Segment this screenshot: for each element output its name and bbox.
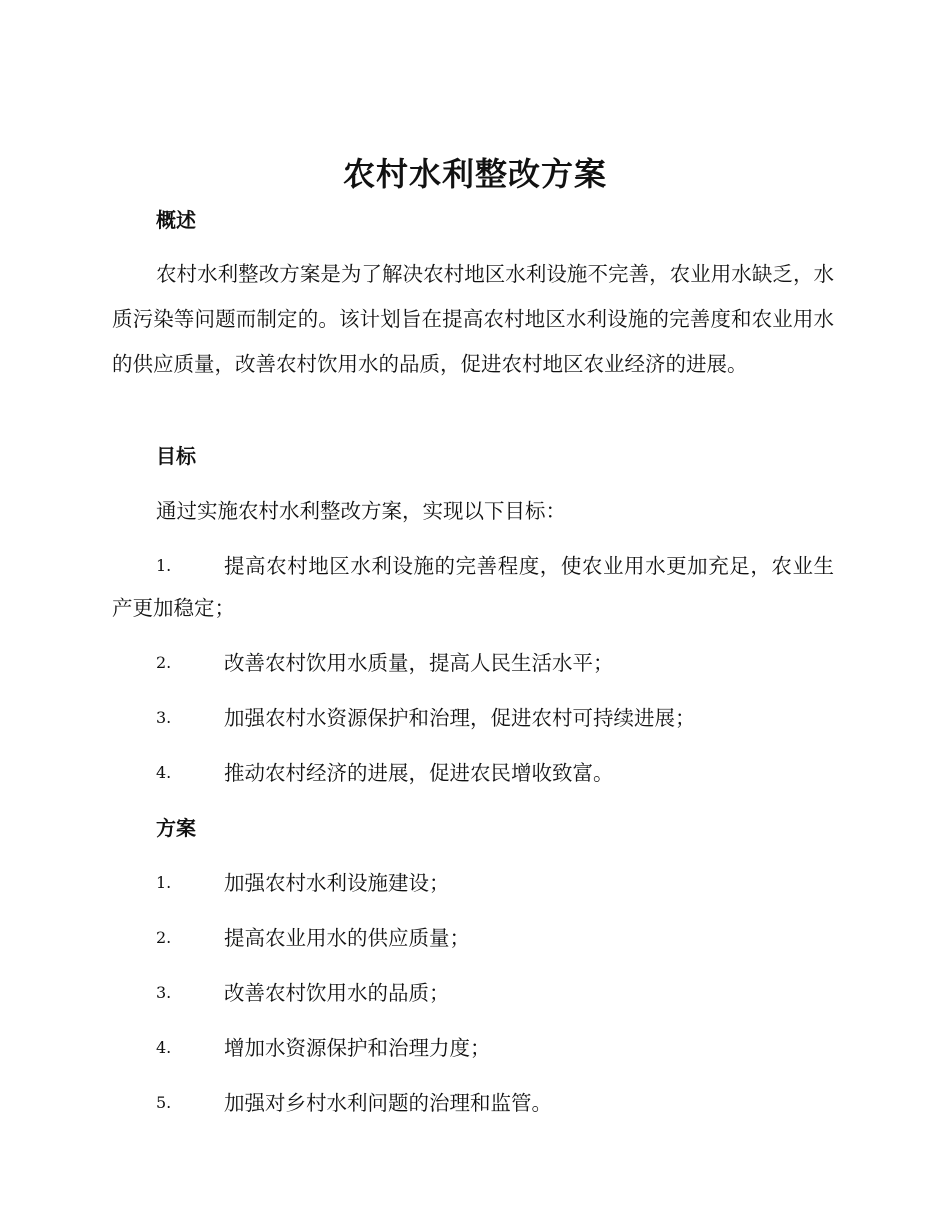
list-number: 3. xyxy=(156,983,172,1002)
list-number: 4. xyxy=(156,763,172,782)
goals-intro: 通过实施农村水利整改方案，实现以下目标： xyxy=(156,499,566,523)
list-item-text: 提高农村地区水利设施的完善程度，使农业用水更加充足，农业生产更加稳定； xyxy=(112,554,834,620)
plan-list-item xyxy=(112,972,834,1014)
list-item-text: 推动农村经济的进展，促进农民增收致富。 xyxy=(224,761,614,785)
list-item-text: 加强对乡村水利问题的治理和监管。 xyxy=(224,1091,552,1115)
list-number: 1. xyxy=(156,873,172,892)
plan-list-item xyxy=(112,1027,834,1069)
list-number: 2. xyxy=(156,928,172,947)
list-number: 4. xyxy=(156,1038,172,1057)
plan-list-item xyxy=(112,917,834,959)
section-heading-goals: 目标 xyxy=(156,444,196,468)
list-number: 5. xyxy=(156,1093,172,1112)
list-number: 3. xyxy=(156,708,172,727)
section-heading-overview: 概述 xyxy=(156,208,196,232)
goal-list-item xyxy=(112,642,834,684)
list-item-text: 提高农业用水的供应质量； xyxy=(224,926,470,950)
list-number: 1. xyxy=(156,556,172,575)
list-item-text: 改善农村饮用水的品质； xyxy=(224,981,450,1005)
list-item-text: 加强农村水资源保护和治理，促进农村可持续进展； xyxy=(224,706,696,730)
list-item-text: 加强农村水利设施建设； xyxy=(224,871,450,895)
list-item-text: 改善农村饮用水质量，提高人民生活水平； xyxy=(224,651,614,675)
goal-list-item xyxy=(112,697,834,739)
overview-paragraph: 农村水利整改方案是为了解决农村地区水利设施不完善，农业用水缺乏，水质污染等问题而制定的。该计划旨在提高农村地区水利设施的完善度和农业用水的供应质量，改善农村饮用水的品质，促进农村地区农业经济的进展。 xyxy=(112,262,834,376)
goal-list-item xyxy=(112,752,834,794)
list-number: 2. xyxy=(156,653,172,672)
plan-list-item xyxy=(112,862,834,904)
goal-list-item xyxy=(112,545,834,629)
plan-list-item xyxy=(112,1082,834,1124)
document-title: 农村水利整改方案 xyxy=(342,155,607,193)
list-item-text: 增加水资源保护和治理力度； xyxy=(224,1036,491,1060)
section-heading-plan: 方案 xyxy=(156,816,196,840)
